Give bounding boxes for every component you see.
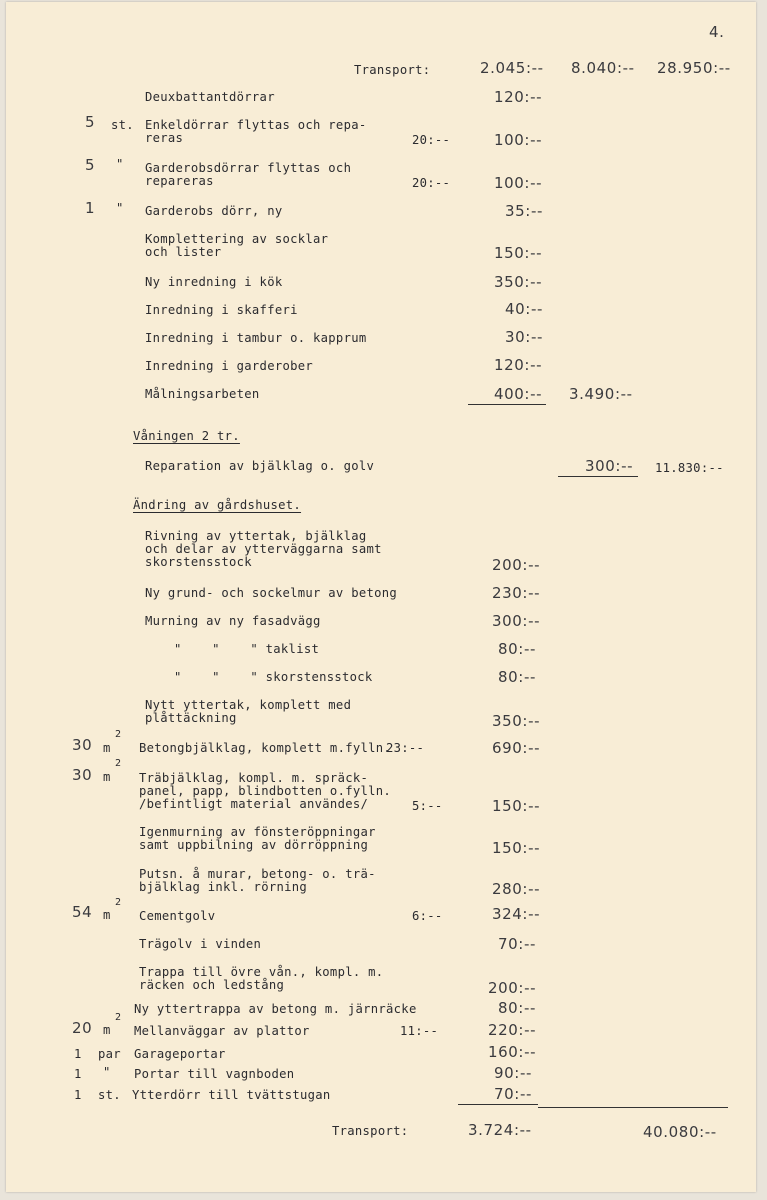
item-unit: " xyxy=(103,1065,111,1079)
item-unit-price: 20:-- xyxy=(412,133,451,147)
item-text: Trappa till övre vån., kompl. m. räcken och ledstång xyxy=(139,965,384,992)
item-text: Garderobsdörrar flyttas och repareras xyxy=(145,161,352,188)
item-text: Mellanväggar av plattor xyxy=(134,1024,310,1038)
item-subtotal: 300:-- xyxy=(585,457,634,475)
item-qty: 5 xyxy=(85,156,96,174)
item-amount: 150:-- xyxy=(492,797,541,815)
item-amount: 280:-- xyxy=(492,880,541,898)
item-unit: st. xyxy=(98,1088,121,1102)
item-amount: 120:-- xyxy=(494,356,543,374)
item-amount: 200:-- xyxy=(488,979,537,997)
item-text: Garderobs dörr, ny xyxy=(145,204,283,218)
item-qty: 1 xyxy=(74,1067,82,1081)
item-amount: 35:-- xyxy=(505,202,543,220)
item-unit-exponent: 2 xyxy=(115,758,122,769)
item-text: Deuxbattantdörrar xyxy=(145,90,275,104)
item-text: Träbjälklag, kompl. m. spräck- panel, papp, blindbotten o.fylln. /befintligt material användes/ xyxy=(139,771,392,811)
item-amount: 200:-- xyxy=(492,556,541,574)
item-text: Garageportar xyxy=(134,1047,226,1061)
item-amount: 120:-- xyxy=(494,88,543,106)
item-unit: " xyxy=(116,157,124,171)
item-text: Cementgolv xyxy=(139,909,216,923)
item-text: Komplettering av socklar och lister xyxy=(145,232,329,259)
item-qty: 5 xyxy=(85,113,96,131)
page-number: 4. xyxy=(709,23,725,41)
item-text: " " " skorstensstock xyxy=(174,670,373,684)
item-unit-price: 20:-- xyxy=(412,176,451,190)
item-text: " " " taklist xyxy=(174,642,320,656)
item-text: Portar till vagnboden xyxy=(134,1067,295,1081)
transport-c1: 3.724:-- xyxy=(468,1121,532,1139)
item-amount: 30:-- xyxy=(505,328,543,346)
item-amount: 150:-- xyxy=(494,244,543,262)
item-text: Rivning av yttertak, bjälklag och delar av ytterväggarna samt skorstensstock xyxy=(145,529,382,569)
item-amount: 70:-- xyxy=(494,1085,532,1103)
transport-label: Transport: xyxy=(354,63,431,77)
item-text: Inredning i skafferi xyxy=(145,303,298,317)
item-amount: 80:-- xyxy=(498,668,536,686)
item-text: Murning av ny fasadvägg xyxy=(145,614,321,628)
item-unit: " xyxy=(116,201,124,215)
item-amount: 80:-- xyxy=(498,640,536,658)
item-qty: 1 xyxy=(74,1088,82,1102)
item-text: Nytt yttertak, komplett med plåttäckning xyxy=(145,698,352,725)
item-unit-exponent: 2 xyxy=(115,729,122,740)
item-text: Ytterdörr till tvättstugan xyxy=(132,1088,331,1102)
item-amount: 150:-- xyxy=(492,839,541,857)
item-unit: m xyxy=(103,741,111,755)
item-amount: 230:-- xyxy=(492,584,541,602)
item-unit-price: 23:-- xyxy=(386,741,425,755)
item-amount: 400:-- xyxy=(494,385,543,403)
item-amount: 350:-- xyxy=(492,712,541,730)
item-text: Igenmurning av fönsteröppningar samt uppbilning av dörröppning xyxy=(139,825,376,852)
transport-c3: 40.080:-- xyxy=(643,1123,717,1141)
item-unit: st. xyxy=(111,118,134,132)
item-qty: 30 xyxy=(72,736,93,754)
item-text: Inredning i tambur o. kapprum xyxy=(145,331,367,345)
total-rule xyxy=(538,1107,728,1108)
item-unit: par xyxy=(98,1047,121,1061)
item-unit-price: 11:-- xyxy=(400,1024,439,1038)
subtotal-rule xyxy=(458,1104,538,1105)
item-amount: 90:-- xyxy=(494,1064,532,1082)
item-unit: m xyxy=(103,770,111,784)
item-total: 11.830:-- xyxy=(655,461,724,475)
item-amount: 324:-- xyxy=(492,905,541,923)
item-amount: 100:-- xyxy=(494,174,543,192)
item-amount: 70:-- xyxy=(498,935,536,953)
item-amount: 690:-- xyxy=(492,739,541,757)
transport-c2: 8.040:-- xyxy=(571,59,635,77)
item-amount: 220:-- xyxy=(488,1021,537,1039)
item-text: Reparation av bjälklag o. golv xyxy=(145,459,375,473)
transport-c3: 28.950:-- xyxy=(657,59,731,77)
item-amount: 100:-- xyxy=(494,131,543,149)
item-qty: 1 xyxy=(74,1047,82,1061)
item-text: Inredning i garderober xyxy=(145,359,314,373)
item-qty: 54 xyxy=(72,903,93,921)
item-text: Ny yttertrappa av betong m. järnräcke xyxy=(134,1002,417,1016)
item-amount: 80:-- xyxy=(498,999,536,1017)
item-text: Enkeldörrar flyttas och repa- reras xyxy=(145,118,367,145)
item-unit-exponent: 2 xyxy=(115,897,122,908)
section-heading: Våningen 2 tr. xyxy=(133,429,240,443)
item-subtotal: 3.490:-- xyxy=(569,385,633,403)
item-unit-price: 5:-- xyxy=(412,799,443,813)
transport-label: Transport: xyxy=(332,1124,409,1138)
item-text: Ny inredning i kök xyxy=(145,275,283,289)
transport-c1: 2.045:-- xyxy=(480,59,544,77)
item-unit: m xyxy=(103,908,111,922)
item-amount: 350:-- xyxy=(494,273,543,291)
item-amount: 40:-- xyxy=(505,300,543,318)
item-amount: 300:-- xyxy=(492,612,541,630)
item-qty: 20 xyxy=(72,1019,93,1037)
subtotal-rule xyxy=(558,476,638,477)
section-heading: Ändring av gårdshuset. xyxy=(133,498,302,512)
item-qty: 1 xyxy=(85,199,96,217)
item-qty: 30 xyxy=(72,766,93,784)
item-unit-price: 6:-- xyxy=(412,909,443,923)
document-page xyxy=(6,2,756,1192)
item-text: Putsn. å murar, betong- o. trä- bjälklag inkl. rörning xyxy=(139,867,376,894)
subtotal-rule xyxy=(468,404,546,405)
item-text: Betongbjälklag, komplett m.fylln. xyxy=(139,741,392,755)
item-amount: 160:-- xyxy=(488,1043,537,1061)
item-text: Trägolv i vinden xyxy=(139,937,262,951)
item-unit: m xyxy=(103,1023,111,1037)
item-text: Ny grund- och sockelmur av betong xyxy=(145,586,398,600)
item-text: Målningsarbeten xyxy=(145,387,260,401)
item-unit-exponent: 2 xyxy=(115,1012,122,1023)
